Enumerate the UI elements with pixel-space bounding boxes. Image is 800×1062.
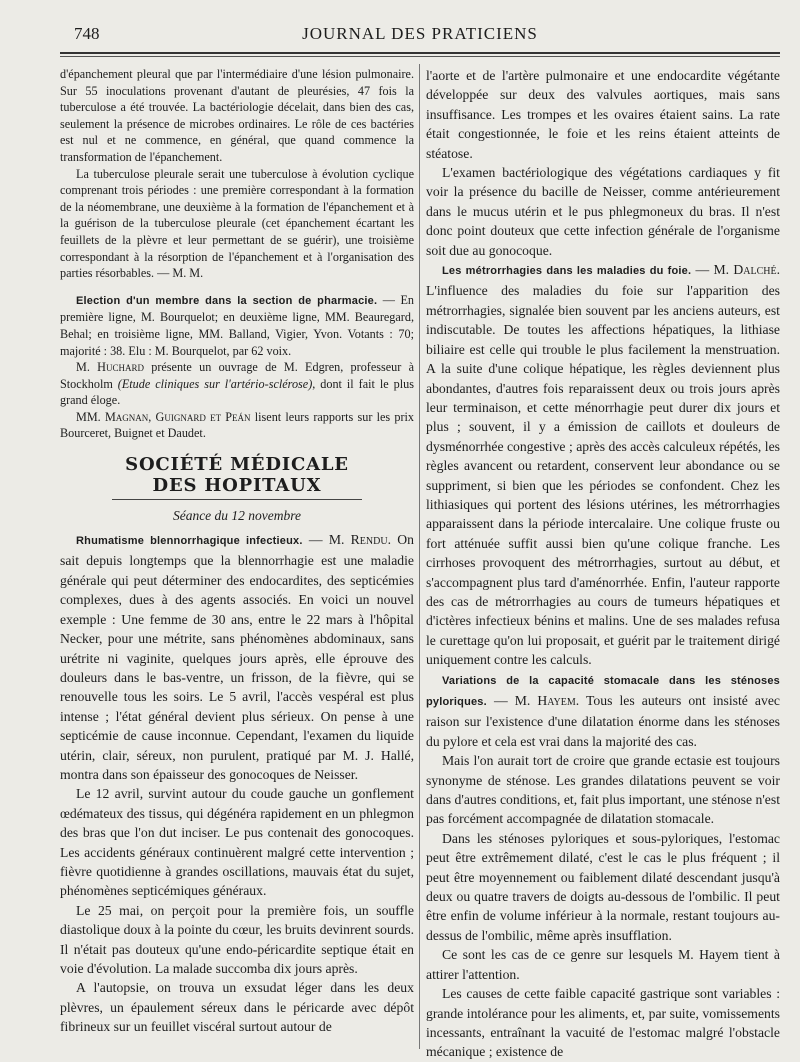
header-rule	[60, 52, 780, 54]
paragraph: Les causes de cette faible capacité gastrique sont variables : grande intolérance pour les aliments, et, par suite, vomissements incessants, entraînant la vacuité de l'estomac malgré l'obstacle mécanique ; existence de	[426, 986, 780, 1060]
left-column	[60, 66, 414, 1037]
paragraph: Mais l'on aurait tort de croire que grande ectasie est toujours synonyme de sténose. Les grandes dilatations peuvent se voir dans d'autres conditions, et, fait plus important, une sténose n'est pas forcément accompagnée de dilatation stomacale.	[426, 753, 780, 827]
author-name: — M. Hayem.	[486, 693, 580, 708]
book-title: (Etude cliniques sur l'artério-sclérose)	[117, 376, 313, 391]
page-header	[60, 20, 780, 50]
election-paragraph: Election d'un membre dans la section de pharmacie. — En première ligne, M. Bourquelot; en deuxième ligne, MM. Beauregard, Behal; en troisième ligne, MM. Balland, Vigier, Yvon. Votants : 70; majorité : 38. Elu : M. Bourquelot, par 62 voix.	[60, 292, 414, 358]
rapports-paragraph: MM. Magnan, Guignard et Peán lisent leurs rapports sur les prix Bourceret, Buignet et Daudet.	[60, 409, 414, 441]
author-name: M. Huchard	[76, 360, 144, 375]
paragraph: La tuberculose pleurale serait une tuberculose à évolution cyclique comprenant trois périodes : une première correspondant à la formation de la néomembrane, une deuxième à la formation de l'épanchement et à la guérison de la tuberculose pleurale (cet épanchement écartant les feuillets de la plèvre et leur permettant de se guérir), une troisième correspondant à la résorption de l'épanchement et à l'organisation des parties résorbables. — M. M.	[60, 166, 414, 281]
author-names: MM. Magnan, Guignard et Peán	[76, 409, 251, 424]
rubric-heading: Variations de la capacité stomacale dans les sténoses pyloriques.	[426, 674, 780, 708]
paragraph: Dans les sténoses pyloriques et sous-pyloriques, l'estomac peut être extrêmement dilaté, c'est le cas le plus fréquent ; il peut être moyennement ou faiblement dilaté descendant jusqu'à deux ou quatre travers de doigts au-dessous de l'ombilic. Il peut être enfin de volume inférieur à la normale, restant toujours au-dessus de l'ombilic, même après insufflation.	[426, 830, 780, 943]
variations-paragraph: Variations de la capacité stomacale dans les sténoses pyloriques. — M. Hayem. Tous les auteurs ont insisté avec raison sur l'existence d'une dilatation énorme dans les sténoses du pylore et cela est vrai dans la majorité des cas.	[426, 674, 780, 749]
paragraph: l'aorte et de l'artère pulmonaire et une endocardite végétante développée sur deux des valvules aortiques, mais sans insuffisance. Les trompes et les ovaires étaient sains. La rate était congestionnée, le foie et les reins étaient atteints de stéatose.	[426, 68, 780, 161]
page-number: 748	[74, 24, 100, 43]
rubric-heading: Election d'un membre dans la section de pharmacie.	[76, 294, 378, 307]
right-column	[426, 66, 780, 1062]
metrorrhagies-paragraph: Les métrorrhagies dans les maladies du foie. — M. Dalché. L'influence des maladies du foie sur l'apparition des métrorrhagies, signalée bien souvent par les anciens auteurs, est indiscutable. De toutes les affections hépatiques, la lithiase biliaire est celle qui trouble le plus facilement la menstruation. A la suite d'une colique hépatique, les règles deviennent plus abondantes, d'autres fois reparaissent deux ou trois jours après leur terminaison, et cette ménorrhagie peut durer dix jours et plus ; souvent, il y a émission de caillots et douleurs de dysménorrhée congestive ; après des accès calculeux répétés, les règles avancent ou retardent, conservent leur abondance ou se suppriment, si bien que les périodes se confondent. Chez les lithiasiques qui portent des lésions utérines, les métrorrhagies apparaissent dans la période intercalaire. Une colique fruste ou fort atténuée suffit aussi bien qu'une colique franche. Les cirrhoses provoquent des métrorrhagies, surtout au début, et s'accompagnent plus tard d'aménorrhée. Enfin, l'auteur rapporte des cas de métrorrhagies au cours de tumeurs hépatiques et d'ictères infectieux bénins et malins. Une de ses malades refusa le curettage qu'on lui proposait, et guérit par le traitement dirigé uniquement contre les calculs.	[426, 262, 780, 668]
paragraph: Le 12 avril, survint autour du coude gauche un gonflement œdémateux des tissus, qui dégénéra rapidement en un phlegmon des bras que l'on dut inciser. Le pus contenait des gonocoques. Les accidents généraux continuèrent malgré cette intervention ; fièvre quotidienne à grandes oscillations, mauvais état du sujet, phénomènes septicémiques généraux.	[60, 786, 414, 899]
journal-title: JOURNAL DES PRATICIENS	[302, 24, 538, 43]
paragraph: L'examen bactériologique des végétations cardiaques y fit voir la présence du bacille de Neisser, comme antérieurement dans le mucus utérin et le pus phlegmoneux du bras. Il n'est donc point douteux que cette infection générale de l'organisme soit due au gonocoque.	[426, 165, 780, 258]
huchard-paragraph: M. Huchard présente un ouvrage de M. Edgren, professeur à Stockholm (Etude cliniques sur l'artério-sclérose), dont il fait le plus grand éloge.	[60, 360, 414, 408]
author-name: — M. Rendu.	[302, 532, 392, 548]
section-title: SOCIÉTÉ MÉDICALE DES HOPITAUX	[112, 454, 362, 500]
header-rule-thin	[60, 56, 780, 57]
paragraph: d'épanchement pleural que par l'intermédiaire d'une lésion pulmonaire. Sur 55 inoculations provenant d'autant de pleurésies, 47 fois la tuberculose a été trouvée. La bactériologie décelait, dans bien des cas, seulement la présence de microbes ordinaires. Le rôle de ces bactéries est nul et ne commence, en général, que quand commence la transformation de l'épanchement.	[60, 67, 414, 164]
rubric-heading: Rhumatisme blennorrhagique infectieux.	[76, 535, 303, 548]
rhumatisme-paragraph: Rhumatisme blennorrhagique infectieux. — M. Rendu. On sait depuis longtemps que la blennorrhagie est une maladie générale qui peut déterminer des endocardites, des septicémies complexes, dues à des agents associés. En voici un nouvel exemple : Une femme de 30 ans, entre le 22 mars à l'hôpital Necker, pour une métrite, sans phénomènes abdominaux, sans urétrite ni vaginite, quelques jours après, elle éprouve des douleurs dans le bas-ventre, un frisson, de la fièvre, qui se renouvelle tous les soirs. Le 5 avril, l'accès vespéral est plus intense ; l'état général devient plus sérieux. On pense à une septicémie de cause inconnue. Cependant, l'examen du liquide utérin, clair, séreux, non purulent, pratiqué par M. J. Hallé, montra dans son épaisseur des gonocoques de Neisser.	[60, 532, 415, 782]
rubric-heading: Les métrorrhagies dans les maladies du foie.	[442, 265, 692, 278]
paragraph: A l'autopsie, on trouva un exsudat léger dans les deux plèvres, un épaulement séreux dans le péricarde avec dépôt fibrineux sur un feuillet viscéral surtout autour de	[60, 980, 414, 1035]
paragraph: Le 25 mai, on perçoit pour la première fois, un souffle diastolique doux à la pointe du cœur, les bruits devinrent sourds. Il n'était pas douteux qu'une endo-péricardite septique était en voie d'évolution. La malade succomba dix jours après.	[60, 902, 414, 976]
author-name: — M. Dalché.	[691, 262, 780, 278]
session-date: Séance du 12 novembre	[172, 508, 302, 524]
paragraph: Ce sont les cas de ce genre sur lesquels M. Hayem tient à attirer l'attention.	[426, 947, 780, 982]
column-divider	[419, 64, 420, 1049]
